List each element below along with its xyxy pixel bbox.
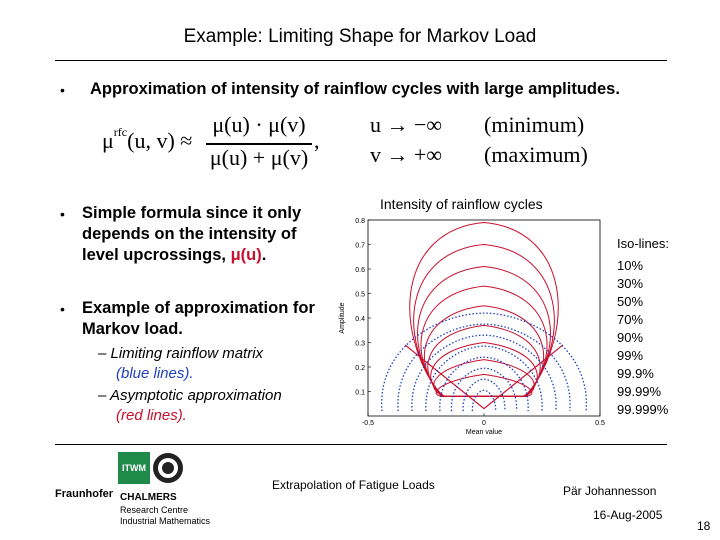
bullet-2-line-1: Simple formula since it only	[82, 204, 302, 222]
itwm-logo: ITWM	[118, 452, 150, 484]
bullet-2-line-2: depends on the intensity of	[82, 225, 297, 243]
condition-2-label: (maximum)	[484, 142, 588, 167]
slide-title: Example: Limiting Shape for Markov Load	[183, 26, 537, 47]
iso-lines-list	[617, 257, 668, 419]
footer-author: Pär Johannesson	[563, 484, 657, 498]
x-tick-label: -0.5	[361, 420, 375, 427]
bullet-dot: •	[60, 82, 65, 98]
x-axis-label: Mean value	[465, 429, 503, 436]
red-contour-line	[424, 306, 543, 397]
formula-sup: rfc	[113, 124, 128, 139]
iso-level-item: 10%	[617, 258, 644, 273]
iso-level-item: 50%	[617, 294, 644, 309]
formula-comma: ,	[314, 128, 320, 153]
y-tick-label: 0.8	[355, 218, 365, 225]
logo-industrial-mathematics: Industrial Mathematics	[120, 516, 211, 526]
red-contour-line	[428, 325, 540, 396]
sub-bullet-1	[98, 344, 263, 384]
chalmers-seal-icon	[152, 452, 184, 484]
y-tick-label: 0.3	[355, 340, 365, 348]
formula-denominator: μ(u) + μ(v)	[209, 145, 309, 170]
sub-bullet-2-line-1: – Asymptotic approximation	[98, 387, 282, 404]
red-contour-line	[421, 286, 547, 396]
y-tick-label: 0.6	[355, 267, 365, 274]
condition-1: u → −∞	[370, 112, 443, 137]
x-tick-label: 0	[482, 420, 486, 427]
iso-level-item: 30%	[617, 276, 644, 291]
iso-level-item: 99.99%	[617, 384, 662, 399]
iso-level-item: 90%	[617, 330, 644, 345]
contour-chart	[334, 214, 618, 438]
footer-center-text: Extrapolation of Fatigue Loads	[272, 478, 435, 492]
bullet-dot: •	[60, 301, 65, 317]
y-axis-label: Amplitude	[339, 302, 346, 334]
iso-lines-title: Iso-lines:	[617, 236, 670, 251]
bullet-3-line-2: Markov load.	[82, 320, 183, 338]
formula-args: (u, v) ≈	[127, 128, 193, 153]
condition-2: v → +∞	[370, 142, 443, 167]
formula-numerator: μ(u) · μ(v)	[212, 112, 306, 137]
footer-date: 16-Aug-2005	[593, 508, 663, 522]
bullet-2-line-3	[82, 245, 301, 266]
sub-bullet-1-line-2: (blue lines).	[116, 365, 194, 382]
bullet-3-line-1: Example of approximation for	[82, 299, 315, 317]
chart-title: Intensity of rainflow cycles	[380, 196, 543, 212]
sub-bullet-2-line-2: (red lines).	[116, 407, 187, 424]
y-tick-label: 0.7	[355, 242, 365, 250]
formula-mu: μ	[102, 128, 114, 153]
bullet-2-period: .	[261, 246, 267, 264]
bullet-1-text: Approximation of intensity of rainflow cycles with large amplitudes.	[90, 80, 620, 98]
footer-rule	[55, 444, 667, 445]
iso-level-item: 70%	[617, 312, 644, 327]
fraunhofer-logo: Fraunhofer	[55, 488, 114, 500]
y-tick-label: 0.4	[355, 316, 365, 323]
bullet-3-text	[82, 298, 315, 340]
sub-bullet-1-line-1: – Limiting rainflow matrix	[98, 345, 264, 362]
blue-contour-line	[463, 379, 505, 411]
y-tick-label: 0.5	[355, 291, 365, 299]
iso-level-item: 99%	[617, 348, 644, 363]
chalmers-logo: CHALMERS	[120, 492, 177, 503]
blue-contour-line	[412, 335, 556, 411]
title-rule	[55, 60, 667, 61]
y-tick-label: 0.2	[355, 365, 365, 372]
iso-level-item: 99.999%	[617, 402, 669, 417]
page-number: 18	[697, 519, 711, 533]
bullet-2-text	[82, 203, 301, 266]
mu-u-term: μ(u)	[230, 246, 262, 264]
logo-research-centre: Research Centre	[120, 505, 189, 515]
bullet-2-line-3-text: level upcrossings,	[82, 246, 231, 264]
sub-bullet-2	[98, 386, 282, 426]
formula-lhs	[102, 124, 193, 154]
red-contour-line	[436, 374, 532, 396]
condition-1-label: (minimum)	[484, 112, 585, 137]
iso-level-item: 99.9%	[617, 366, 654, 381]
bullet-dot: •	[60, 206, 65, 222]
y-tick-label: 0.1	[355, 389, 365, 397]
x-tick-label: 0.5	[595, 420, 605, 427]
plot-frame	[368, 220, 600, 416]
